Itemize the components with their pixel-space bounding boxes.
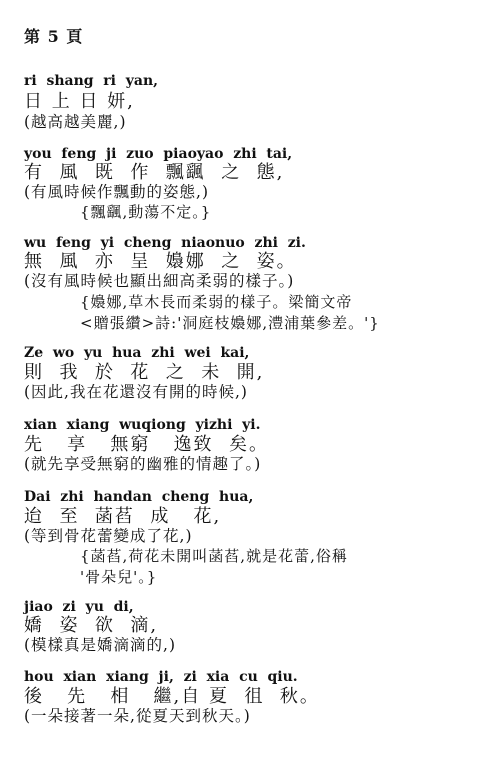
annotation-line: {嬝娜,草木長而柔弱的樣子。梁簡文帝 xyxy=(80,293,353,311)
pinyin-line: wu feng yi cheng niaonuo zhi zi. xyxy=(24,235,306,251)
translation-line: (就先享受無窮的幽雅的情趣了。) xyxy=(24,455,262,473)
chinese-text-line: 先 享 無窮 逸致 矣。 xyxy=(24,434,269,455)
pinyin-line: ri shang ri yan, xyxy=(24,73,158,89)
translation-line: (等到骨花蕾變成了花,) xyxy=(24,527,193,545)
chinese-text-line: 後 先 相 繼,自 夏 徂 秋。 xyxy=(24,686,320,707)
annotation-line: '骨朵兒'。} xyxy=(80,568,158,586)
translation-line: (沒有風時候也顯出細高柔弱的樣子。) xyxy=(24,272,295,290)
translation-line: (越高越美麗,) xyxy=(24,113,127,131)
pinyin-line: jiao zi yu di, xyxy=(24,599,134,615)
translation-line: (一朵接著一朵,從夏天到秋天。) xyxy=(24,707,251,725)
pinyin-line: you feng ji zuo piaoyao zhi tai, xyxy=(24,146,293,162)
page-number: 第 5 頁 xyxy=(24,27,84,46)
pinyin-line: hou xian xiang ji, zi xia cu qiu. xyxy=(24,669,298,685)
chinese-text-line: 則 我 於 花 之 未 開, xyxy=(24,362,265,383)
annotation-line: {飄颻,動蕩不定。} xyxy=(80,203,212,221)
annotation-line: {菡萏,荷花未開叫菡萏,就是花蕾,俗稱 xyxy=(80,547,348,565)
translation-line: (因此,我在花還沒有開的時候,) xyxy=(24,383,248,401)
annotation-line: <贈張纘>詩:'洞庭枝嬝娜,澧浦葉參差。'} xyxy=(80,314,380,332)
chinese-text-line: 無 風 亦 呈 嬝娜 之 姿。 xyxy=(24,251,297,272)
chinese-text-line: 有 風 既 作 飄颻 之 態, xyxy=(24,162,285,183)
pinyin-line: Ze wo yu hua zhi wei kai, xyxy=(24,345,250,361)
chinese-text-line: 嬌 姿 欲 滴, xyxy=(24,615,159,636)
chinese-text-line: 日 上 日 妍, xyxy=(24,91,135,112)
translation-line: (模樣真是嬌滴滴的,) xyxy=(24,636,177,654)
chinese-text-line: 迨 至 菡萏 成 花, xyxy=(24,506,222,527)
pinyin-line: xian xiang wuqiong yizhi yi. xyxy=(24,417,261,433)
pinyin-line: Dai zhi handan cheng hua, xyxy=(24,489,254,505)
translation-line: (有風時候作飄動的姿態,) xyxy=(24,183,210,201)
